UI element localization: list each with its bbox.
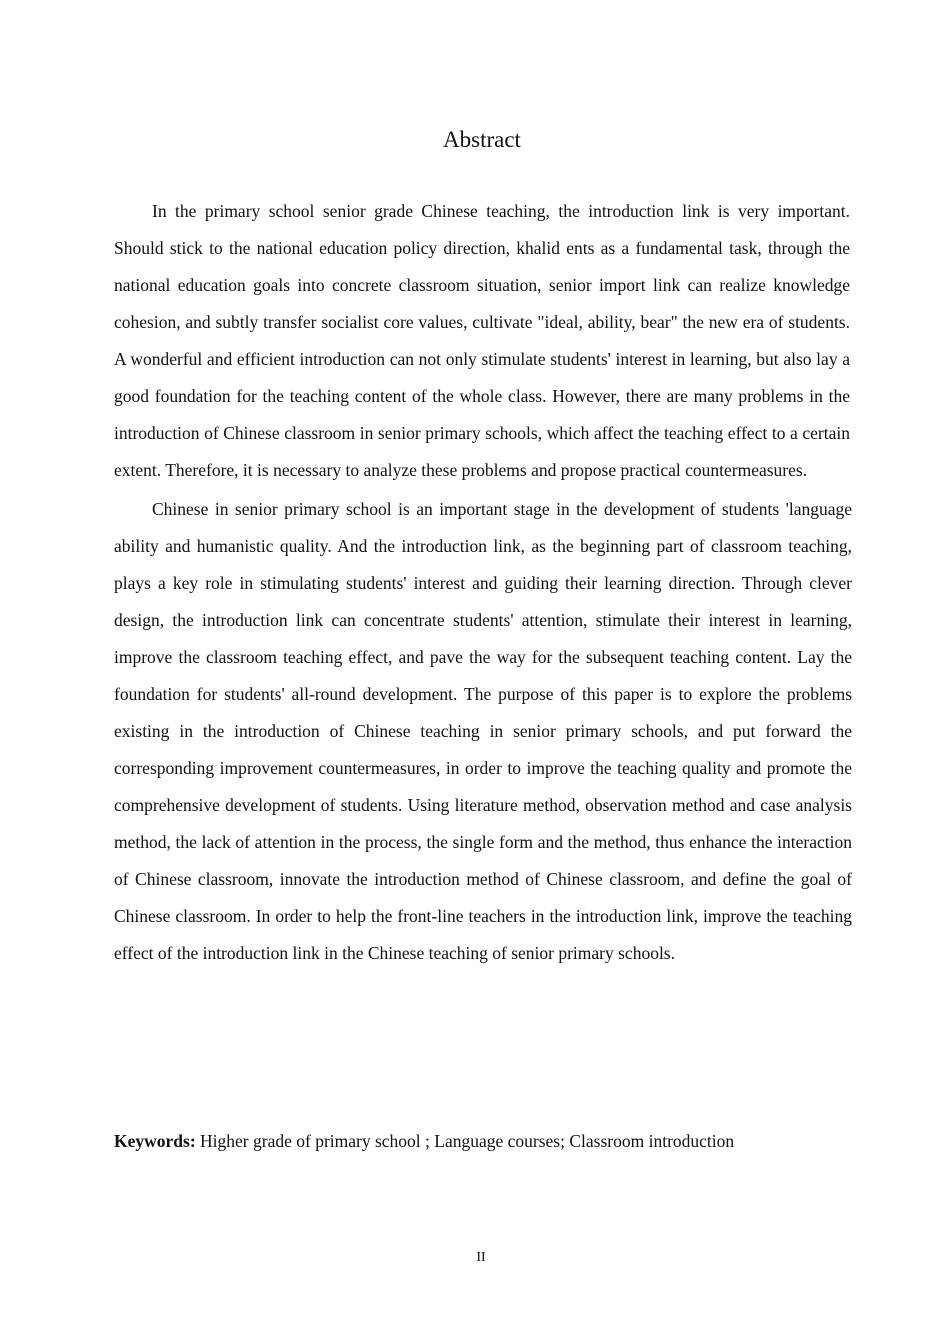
abstract-body	[114, 193, 852, 972]
page-number: II	[476, 1250, 486, 1265]
abstract-title: Abstract	[443, 127, 521, 152]
abstract-paragraph-2: Chinese in senior primary school is an important stage in the development of students 'language ability and humanistic quality. And the introduction link, as the beginning part of classroom teaching, plays a key role in stimulating students' interest and guiding their learning direction. Through clever design, the introduction link can concentrate students' attention, stimulate their interest in learning, improve the classroom teaching effect, and pave the way for the subsequent teaching content. Lay the foundation for students' all-round development. The purpose of this paper is to explore the problems existing in the introduction of Chinese teaching in senior primary schools, and put forward the corresponding improvement countermeasures, in order to improve the teaching quality and promote the comprehensive development of students. Using literature method, observation method and case analysis method, the lack of attention in the process, the single form and the method, thus enhance the interaction of Chinese classroom, innovate the introduction method of Chinese classroom, and define the goal of Chinese classroom. In order to help the front-line teachers in the introduction link, improve the teaching effect of the introduction link in the Chinese teaching of senior primary schools.	[114, 499, 852, 963]
keywords-text: Higher grade of primary school ; Language courses; Classroom introduction	[200, 1131, 735, 1151]
abstract-paragraph-1: In the primary school senior grade Chinese teaching, the introduction link is very important. Should stick to the national education policy direction, khalid ents as a fundamental task, through the national education goals into concrete classroom situation, senior import link can realize knowledge cohesion, and subtly transfer socialist core values, cultivate "ideal, ability, bear" the new era of students. A wonderful and efficient introduction can not only stimulate students' interest in learning, but also lay a good foundation for the teaching content of the whole class. However, there are many problems in the introduction of Chinese classroom in senior primary schools, which affect the teaching effect to a certain extent. Therefore, it is necessary to analyze these problems and propose practical countermeasures.	[114, 201, 850, 480]
keywords-label: Keywords:	[114, 1131, 196, 1151]
keywords-line	[114, 1127, 734, 1155]
